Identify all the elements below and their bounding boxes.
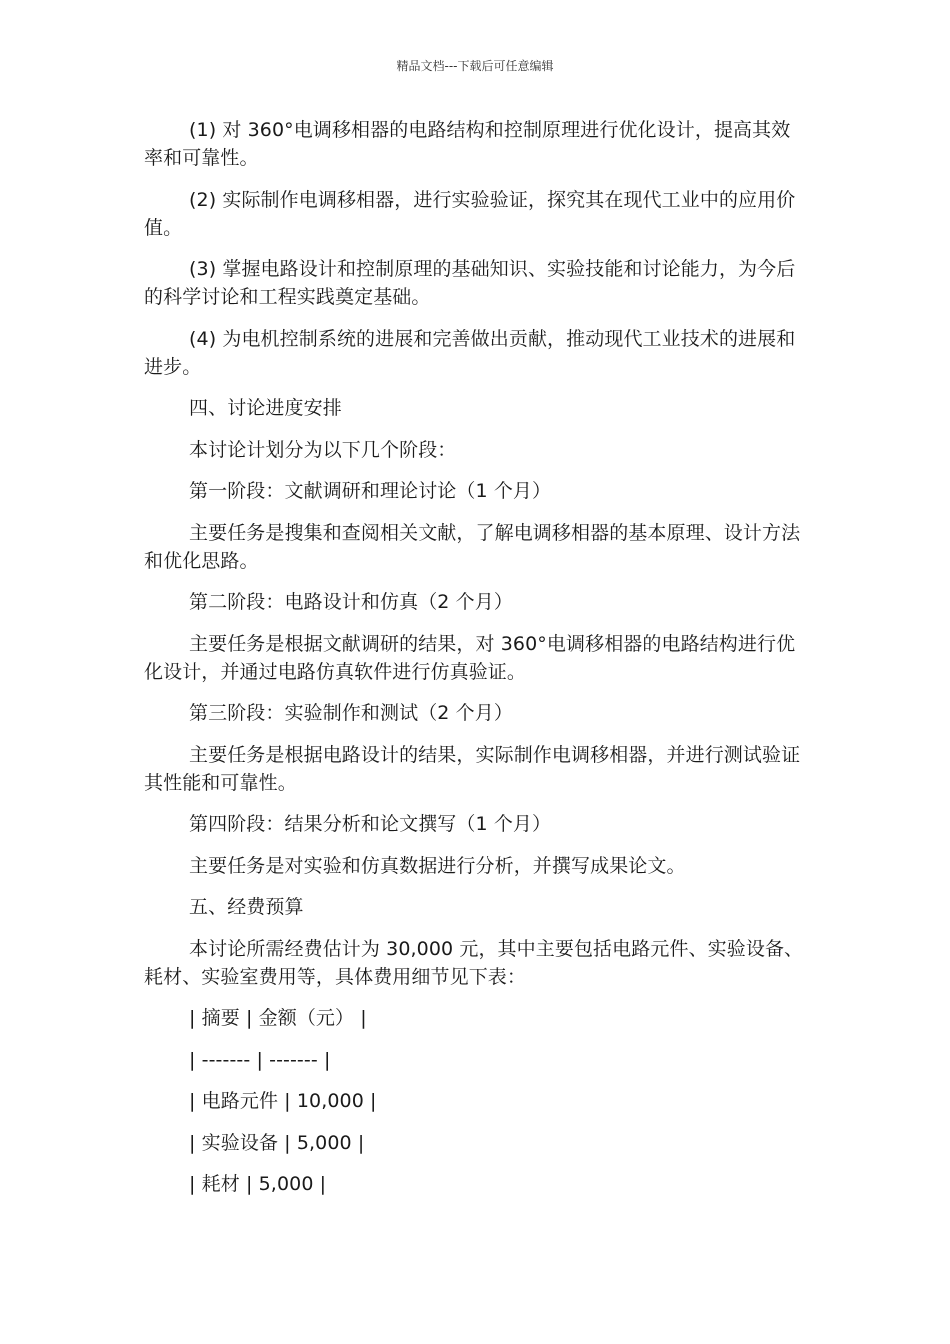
budget-table-header: | 摘要 | 金额（元） | <box>189 1007 367 1029</box>
document-body <box>144 116 808 1212</box>
objective-3: (3) 掌握电路设计和控制原理的基础知识、实验技能和讨论能力，为今后的科学讨论和工程实践奠定基础。 <box>144 258 796 308</box>
objective-2: (2) 实际制作电调移相器，进行实验验证，探究其在现代工业中的应用价值。 <box>144 188 796 239</box>
page-header: 精品文档---下载后可任意编辑 <box>396 59 554 73</box>
phase-4-title: 第四阶段：结果分析和论文撰写（1 个月） <box>189 813 552 835</box>
budget-intro: 本讨论所需经费估计为 30,000 元，其中主要包括电路元件、实验设备、耗材、实验室费用等，具体费用细节见下表： <box>144 937 804 988</box>
budget-row-components: | 电路元件 | 10,000 | <box>189 1090 377 1112</box>
schedule-intro: 本讨论计划分为以下几个阶段： <box>189 438 457 461</box>
objective-1: (1) 对 360°电调移相器的电路结构和控制原理进行优化设计，提高其效率和可靠性。 <box>144 119 791 169</box>
budget-row-consumables: | 耗材 | 5,000 | <box>189 1173 327 1195</box>
phase-3-task: 主要任务是根据电路设计的结果，实际制作电调移相器，并进行测试验证其性能和可靠性。 <box>144 743 801 794</box>
phase-2-task: 主要任务是根据文献调研的结果，对 360°电调移相器的电路结构进行优化设计，并通过电路仿真软件进行仿真验证。 <box>144 632 796 683</box>
phase-4-task: 主要任务是对实验和仿真数据进行分析，并撰写成果论文。 <box>189 854 686 877</box>
section-heading-budget: 五、经费预算 <box>189 896 304 918</box>
objective-4: (4) 为电机控制系统的进展和完善做出贡献，推动现代工业技术的进展和进步。 <box>144 327 796 378</box>
section-heading-schedule: 四、讨论进度安排 <box>189 397 342 419</box>
phase-2-title: 第二阶段：电路设计和仿真（2 个月） <box>189 591 513 613</box>
phase-1-task: 主要任务是搜集和查阅相关文献，了解电调移相器的基本原理、设计方法和优化思路。 <box>144 521 801 572</box>
phase-3-title: 第三阶段：实验制作和测试（2 个月） <box>189 702 513 724</box>
budget-table-separator: | ------- | ------- | <box>189 1048 331 1071</box>
phase-1-title: 第一阶段：文献调研和理论讨论（1 个月） <box>189 480 552 502</box>
budget-row-equipment: | 实验设备 | 5,000 | <box>189 1131 365 1154</box>
